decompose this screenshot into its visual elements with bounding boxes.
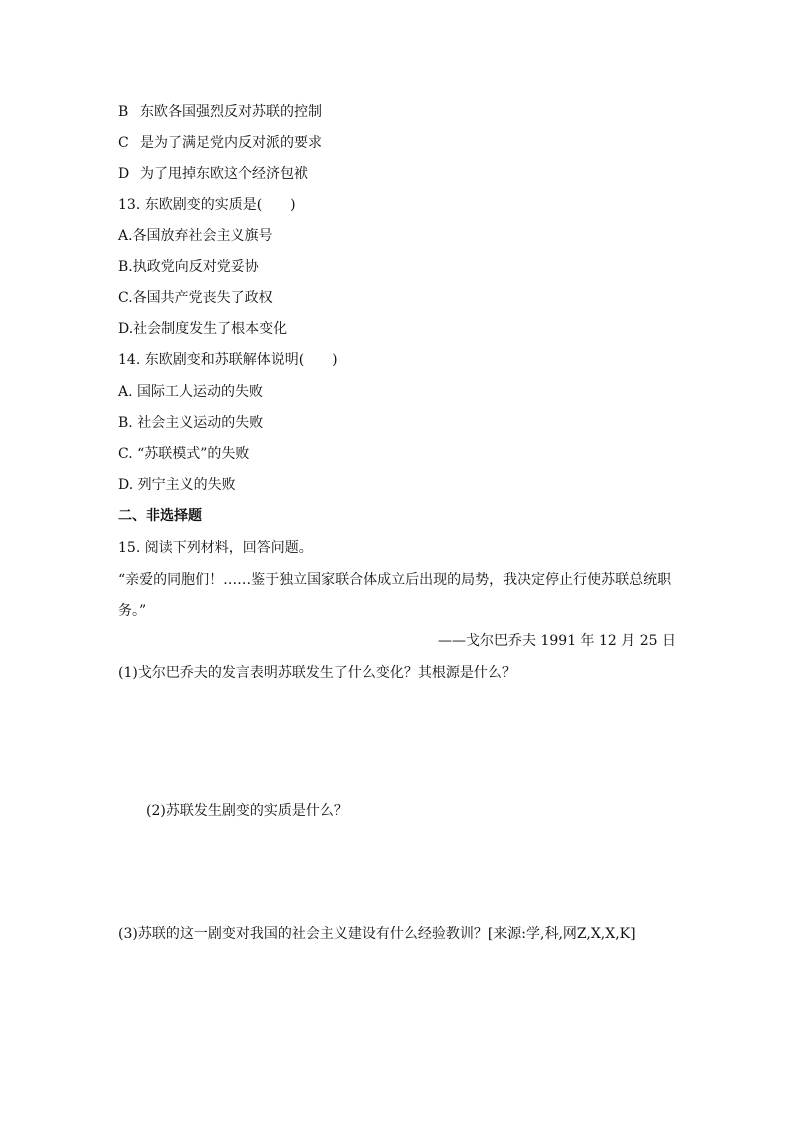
- q15-sub2: (2)苏联发生剧变的实质是什么？: [146, 803, 348, 819]
- q13-option-d: D.社会制度发生了根本变化: [118, 321, 288, 337]
- option-letter: B: [118, 104, 129, 120]
- q13-option-a: A.各国放弃社会主义旗号: [118, 228, 273, 244]
- option-letter: C: [118, 135, 129, 151]
- option-text: 是为了满足党内反对派的要求: [140, 135, 322, 151]
- q14-option-c: C. “苏联模式”的失败: [118, 446, 250, 462]
- q12-option-d: [118, 164, 308, 184]
- q13-stem: 13. 东欧剧变的实质是( ): [118, 197, 296, 213]
- q14-option-b: B. 社会主义运动的失败: [118, 415, 264, 431]
- q12-option-c: [118, 133, 322, 153]
- section-title: 二、非选择题: [118, 508, 202, 524]
- q15-quote: “亲爱的同胞们！……鉴于独立国家联合体成立后出现的局势，我决定停止行使苏联总统职务。”: [118, 572, 672, 619]
- option-text: 东欧各国强烈反对苏联的控制: [140, 104, 322, 120]
- q13-option-b: B.执政党向反对党妥协: [118, 259, 259, 275]
- q15-source: ——戈尔巴乔夫 1991 年 12 月 25 日: [438, 633, 676, 649]
- q13-option-c: C.各国共产党丧失了政权: [118, 290, 273, 306]
- option-letter: D: [118, 166, 130, 182]
- q15-sub1: (1)戈尔巴乔夫的发言表明苏联发生了什么变化？其根源是什么？: [118, 665, 516, 681]
- q14-stem: 14. 东欧剧变和苏联解体说明( ): [118, 352, 338, 368]
- option-text: 为了甩掉东欧这个经济包袱: [140, 166, 308, 182]
- q14-option-a: A. 国际工人运动的失败: [118, 384, 264, 400]
- q12-option-b: [118, 102, 322, 122]
- q15-stem: 15. 阅读下列材料，回答问题。: [118, 540, 313, 556]
- q14-option-d: D. 列宁主义的失败: [118, 477, 236, 493]
- q15-sub3: (3)苏联的这一剧变对我国的社会主义建设有什么经验教训？[来源:学,科,网Z,X,X,K]: [118, 926, 636, 942]
